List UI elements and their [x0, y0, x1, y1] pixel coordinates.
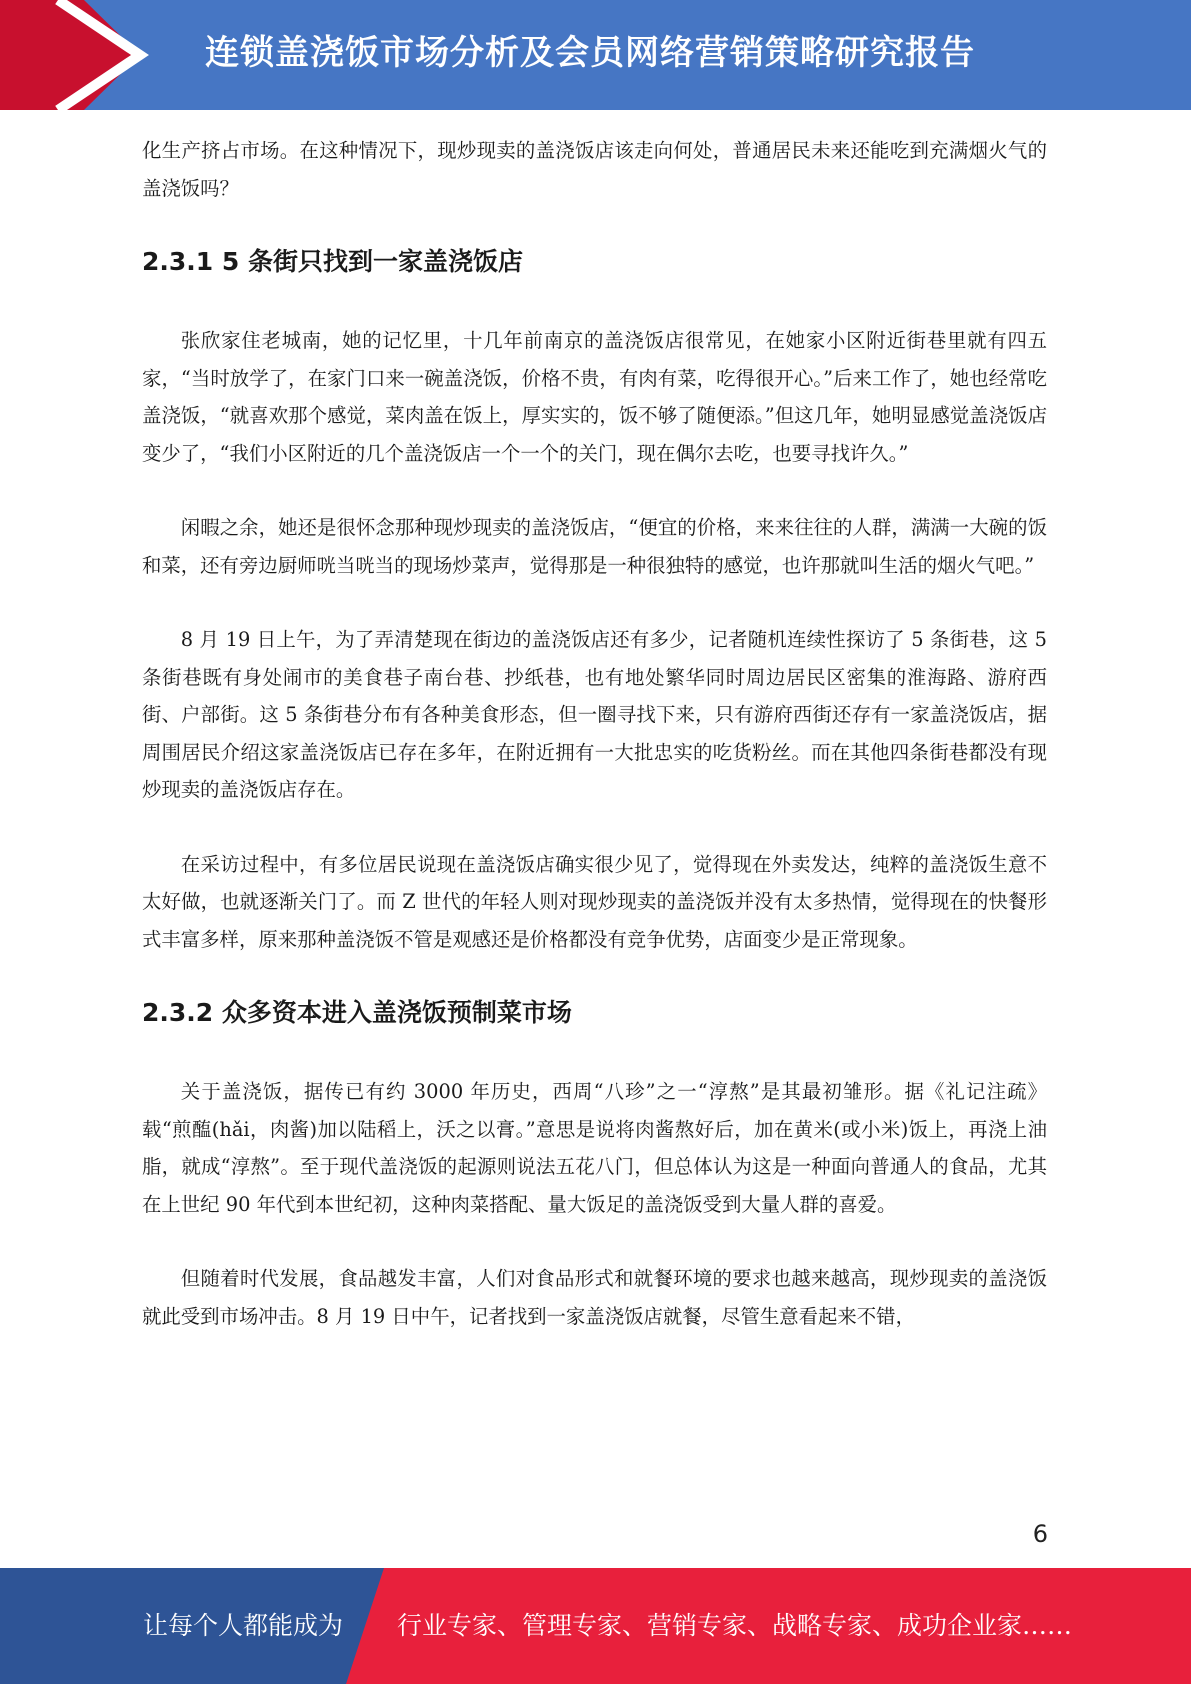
- document-body: [142, 132, 1047, 1335]
- header-arrow-decoration: [0, 0, 160, 110]
- paragraph-continued: 化生产挤占市场。在这种情况下，现炒现卖的盖浇饭店该走向何处，普通居民未来还能吃到充满烟火气的盖浇饭吗？: [142, 139, 1047, 200]
- paragraph: 关于盖浇饭，据传已有约 3000 年历史，西周“八珍”之一“淳熬”是其最初雏形。据《礼记注疏》载“煎醢(hǎi，肉酱)加以陆稻上，沃之以膏。”意思是说将肉酱熬好后，加在黄米(或小米)饭上，再浇上油脂，就成“淳熬”。至于现代盖浇饭的起源则说法五花八门，但总体认为这是一种面向普通人的食品，尤其在上世纪 90 年代到本世纪初，这种肉菜搭配、量大饭足的盖浇饭受到大量人群的喜爱。: [142, 1080, 1047, 1216]
- footer-slogan-left: 让每个人都能成为: [143, 1611, 344, 1640]
- paragraph: 闲暇之余，她还是很怀念那种现炒现卖的盖浇饭店，“便宜的价格，来来往往的人群，满满一大碗的饭和菜，还有旁边厨师咣当咣当的现场炒菜声，觉得那是一种很独特的感觉，也许那就叫生活的烟火气吧。”: [142, 516, 1047, 577]
- header-title: 连锁盖浇饭市场分析及会员网络营销策略研究报告: [205, 33, 975, 73]
- page-header: [0, 0, 1191, 110]
- page-number: 6: [1032, 1520, 1048, 1548]
- paragraph: 8 月 19 日上午，为了弄清楚现在街边的盖浇饭店还有多少，记者随机连续性探访了 5 条街巷，这 5 条街巷既有身处闹市的美食巷子南台巷、抄纸巷，也有地处繁华同时周边居民区密集的淮海路、游府西街、户部街。这 5 条街巷分布有各种美食形态，但一圈寻找下来，只有游府西街还存有一家盖浇饭店，据周围居民介绍这家盖浇饭店已存在多年，在附近拥有一大批忠实的吃货粉丝。而在其他四条街巷都没有现炒现卖的盖浇饭店存在。: [142, 628, 1047, 801]
- footer-slogan-right: 行业专家、管理专家、营销专家、战略专家、成功企业家……: [397, 1611, 1073, 1640]
- page-footer: [0, 1568, 1191, 1684]
- section-heading-2-3-2: 2.3.2 众多资本进入盖浇饭预制菜市场: [142, 998, 572, 1027]
- paragraph: 张欣家住老城南，她的记忆里，十几年前南京的盖浇饭店很常见，在她家小区附近街巷里就有四五家，“当时放学了，在家门口来一碗盖浇饭，价格不贵，有肉有菜，吃得很开心。”后来工作了，她也经常吃盖浇饭，“就喜欢那个感觉，菜肉盖在饭上，厚实实的，饭不够了随便添。”但这几年，她明显感觉盖浇饭店变少了，“我们小区附近的几个盖浇饭店一个一个的关门，现在偶尔去吃，也要寻找许久。”: [142, 329, 1047, 465]
- section-heading-2-3-1: 2.3.1 5 条街只找到一家盖浇饭店: [142, 247, 523, 276]
- header-arrow-red: [0, 0, 140, 110]
- paragraph: 但随着时代发展，食品越发丰富，人们对食品形式和就餐环境的要求也越来越高，现炒现卖的盖浇饭就此受到市场冲击。8 月 19 日中午，记者找到一家盖浇饭店就餐，尽管生意看起来不错，: [142, 1267, 1047, 1328]
- paragraph: 在采访过程中，有多位居民说现在盖浇饭店确实很少见了，觉得现在外卖发达，纯粹的盖浇饭生意不太好做，也就逐渐关门了。而 Z 世代的年轻人则对现炒现卖的盖浇饭并没有太多热情，觉得现在的快餐形式丰富多样，原来那种盖浇饭不管是观感还是价格都没有竞争优势，店面变少是正常现象。: [142, 852, 1047, 951]
